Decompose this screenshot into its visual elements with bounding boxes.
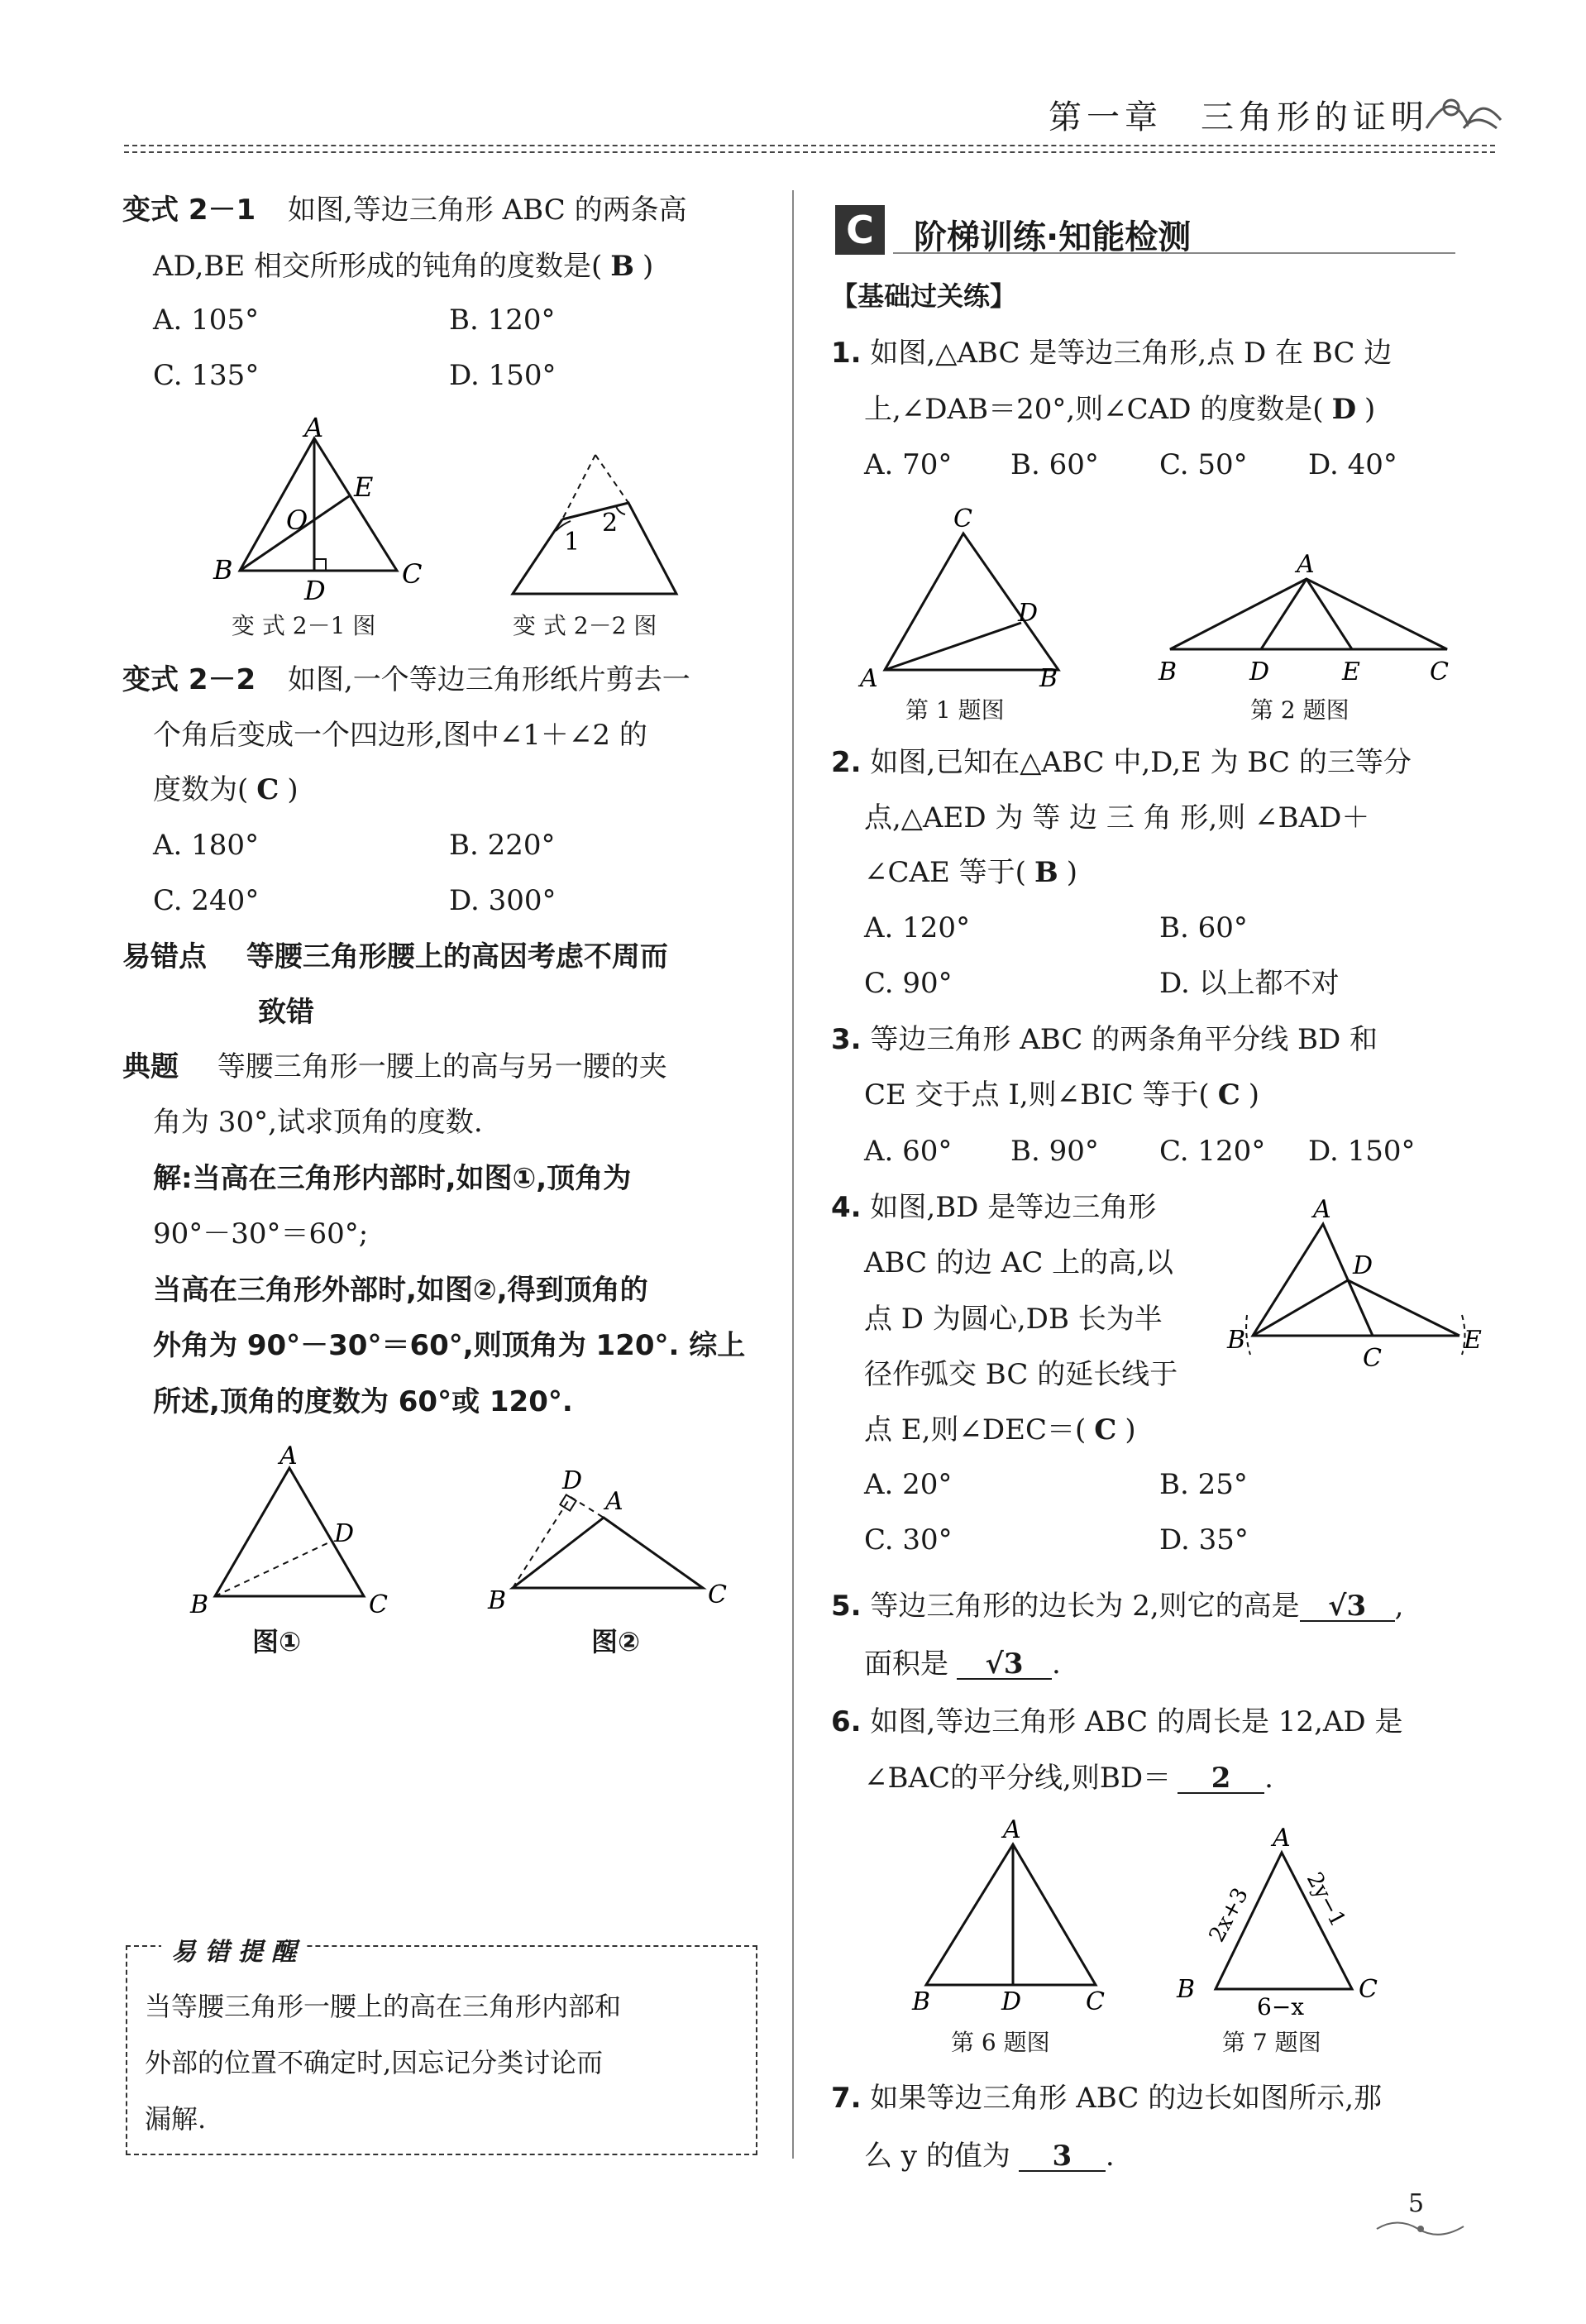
v21-option-b: B. 120° — [449, 304, 556, 337]
q3-line2 — [864, 1078, 1260, 1112]
q7-answer: 3 — [1019, 2142, 1106, 2172]
example-text1: 等腰三角形一腰上的高与另一腰的夹 — [217, 1050, 667, 1083]
q4-option-a: A. 20° — [864, 1468, 953, 1501]
q2fig-label-E: E — [1342, 658, 1360, 686]
q4-text5: 点 E,则∠DEC＝( — [864, 1413, 1087, 1447]
q6fig-label-D: D — [1001, 1987, 1022, 2016]
fig1-label-C: C — [369, 1590, 388, 1619]
footer-ornament-icon — [1373, 2216, 1472, 2241]
err-text1: 等腰三角形腰上的高因考虑不周而 — [246, 940, 668, 973]
section-letter-badge: C — [835, 205, 885, 255]
q4-line1 — [831, 1193, 1156, 1222]
v21-option-d: D. 150° — [449, 359, 557, 392]
q6-answer: 2 — [1178, 1764, 1264, 1794]
q5-number: 5. — [831, 1590, 862, 1623]
q4-text3: 点 D 为圆心,DB 长为半 — [864, 1303, 1163, 1336]
fig1-label-A: A — [279, 1442, 298, 1470]
q5-line1 — [831, 1592, 1403, 1622]
chapter-title: 第一章 三角形的证明 — [1049, 98, 1429, 136]
v22-text2: 个角后变成一个四边形,图中∠1＋∠2 的 — [153, 719, 647, 752]
v22-line3 — [153, 773, 299, 806]
q6-text2: ∠BAC的平分线,则BD＝ — [864, 1762, 1172, 1795]
v22-option-c: C. 240° — [153, 884, 260, 917]
q1-option-c: C. 50° — [1159, 448, 1248, 481]
q4-close: ) — [1125, 1413, 1136, 1447]
q4-line5 — [864, 1413, 1136, 1447]
q5-answer-area: √3 — [957, 1650, 1052, 1680]
fig22-label-2: 2 — [602, 509, 619, 538]
section-rule — [893, 252, 1455, 254]
q1-text2: 上,∠DAB＝20°,则∠CAD 的度数是( — [864, 393, 1324, 426]
fig21-label-C: C — [402, 558, 422, 590]
solution-line1: 解:当高在三角形内部时,如图①,顶角为 — [153, 1162, 632, 1195]
page-number: 5 — [1408, 2189, 1425, 2218]
tip-line1: 当等腰三角形一腰上的高在三角形内部和 — [145, 1991, 622, 2022]
q7-side-ac: 2y−1 — [1301, 1868, 1350, 1931]
v22-option-a: A. 180° — [153, 829, 260, 862]
fig21-label-O: O — [286, 504, 308, 536]
q5-line2 — [864, 1647, 1061, 1681]
example-label: 典题 — [122, 1050, 179, 1083]
figure-circle-1 — [182, 1439, 405, 1621]
q2-text2: 点,△AED 为 等 边 三 角 形,则 ∠BAD＋ — [864, 801, 1370, 834]
q5-text2: 面积是 — [864, 1647, 948, 1681]
v21-line1 — [122, 194, 687, 227]
q2-option-c: C. 90° — [864, 967, 953, 1000]
q3-option-c: C. 120° — [1159, 1135, 1266, 1168]
q6-line1 — [831, 1705, 1403, 1738]
q6fig-label-A: A — [1003, 1815, 1021, 1844]
q6-text1: 如图,等边三角形 ABC 的周长是 12,AD 是 — [870, 1705, 1403, 1738]
q6fig-label-C: C — [1086, 1987, 1105, 2016]
v22-answer: C — [256, 773, 279, 806]
v21-label: 变式 2－1 — [122, 194, 256, 227]
section-title: 阶梯训练·知能检测 — [914, 218, 1192, 256]
q6-caption: 第 6 题图 — [951, 2029, 1050, 2056]
fig22-label-1: 1 — [564, 528, 580, 557]
q7-period: . — [1105, 2140, 1115, 2173]
q2-text3: ∠CAE 等于( — [864, 856, 1026, 889]
fig1-label-D: D — [334, 1519, 355, 1548]
header-ornament-icon — [1418, 79, 1509, 136]
q2-number: 2. — [831, 746, 862, 779]
q4-option-d: D. 35° — [1159, 1523, 1249, 1557]
q3-option-d: D. 150° — [1308, 1135, 1416, 1168]
q4-text1: 如图,BD 是等边三角形 — [870, 1191, 1157, 1224]
q3-number: 3. — [831, 1023, 862, 1056]
solution-line3: 当高在三角形外部时,如图②,得到顶角的 — [153, 1274, 648, 1307]
q2fig-label-B: B — [1158, 658, 1178, 686]
q4fig-label-D: D — [1353, 1251, 1373, 1280]
header-divider-2 — [124, 151, 1495, 153]
q4fig-label-C: C — [1363, 1344, 1382, 1373]
q3-close: ) — [1248, 1078, 1260, 1112]
q7-text1: 如果等边三角形 ABC 的边长如图所示,那 — [870, 2082, 1382, 2115]
q7-side-ab: 2x+3 — [1204, 1883, 1254, 1947]
q7fig-label-B: B — [1177, 1975, 1196, 2004]
q1-caption: 第 1 题图 — [905, 696, 1005, 724]
v22-text1: 如图,一个等边三角形纸片剪去一 — [287, 663, 690, 696]
v22-label: 变式 2－2 — [122, 663, 256, 696]
q1-option-a: A. 70° — [864, 448, 953, 481]
fig2-label-A: A — [605, 1487, 623, 1516]
q2-line1 — [831, 748, 1412, 777]
q7-caption: 第 7 题图 — [1222, 2029, 1321, 2056]
q1-answer: D — [1331, 393, 1357, 426]
figure-q4 — [1224, 1191, 1488, 1381]
fig21-label-A: A — [304, 414, 324, 443]
figure-circle-2 — [480, 1464, 744, 1621]
fig21-label-B: B — [213, 554, 233, 586]
tip-title: 易 错 提 醒 — [161, 1931, 306, 1968]
q1-number: 1. — [831, 337, 862, 370]
q5-period: . — [1052, 1647, 1061, 1681]
solution-line2: 90°－30°＝60°; — [153, 1217, 369, 1250]
fig2-label-D: D — [562, 1466, 583, 1495]
q2fig-label-A: A — [1297, 550, 1315, 579]
err-line1 — [122, 940, 668, 973]
q7-line2 — [864, 2142, 1115, 2172]
q1-line1 — [831, 337, 1393, 370]
q2-option-b: B. 60° — [1159, 911, 1248, 944]
figure-variant-2-2 — [496, 438, 695, 604]
subsection-title: 【基础过关练】 — [831, 280, 1017, 312]
q2-answer: B — [1034, 856, 1058, 889]
q4fig-label-A: A — [1313, 1195, 1331, 1224]
q6-line2 — [864, 1764, 1273, 1794]
q4-number: 4. — [831, 1191, 862, 1224]
q7-text2: 么 y 的值为 — [864, 2140, 1010, 2173]
q1-option-d: D. 40° — [1308, 448, 1397, 481]
q5-text1: 等边三角形的边长为 2,则它的高是 — [870, 1590, 1300, 1623]
v22-option-d: D. 300° — [449, 884, 557, 917]
q2fig-label-D: D — [1249, 658, 1270, 686]
q5-comma: , — [1394, 1590, 1404, 1623]
q1fig-label-B: B — [1039, 664, 1058, 691]
q7-line1 — [831, 2082, 1382, 2115]
q2-text1: 如图,已知在△ABC 中,D,E 为 BC 的三等分 — [870, 746, 1412, 779]
v21-answer: B — [610, 250, 635, 283]
err-label: 易错点 — [122, 940, 207, 973]
q6-period: . — [1264, 1762, 1273, 1795]
q4-answer: C — [1094, 1413, 1117, 1447]
v21-option-c: C. 135° — [153, 359, 260, 392]
header-divider — [124, 145, 1495, 146]
fig21-label-E: E — [354, 471, 374, 503]
q4fig-label-B: B — [1227, 1326, 1246, 1355]
example-text2: 角为 30°,试求顶角的度数. — [153, 1106, 483, 1139]
v21-text1: 如图,等边三角形 ABC 的两条高 — [287, 194, 687, 227]
tip-line3: 漏解. — [145, 2103, 207, 2135]
q2fig-label-C: C — [1430, 658, 1449, 686]
q7fig-label-A: A — [1273, 1824, 1291, 1853]
q3-answer: C — [1217, 1078, 1240, 1112]
solution-line4: 外角为 90°－30°＝60°,则顶角为 120°. 综上 — [153, 1329, 746, 1362]
q2-close: ) — [1066, 856, 1077, 889]
q2-option-a: A. 120° — [864, 911, 971, 944]
q3-option-a: A. 60° — [864, 1135, 953, 1168]
q1-text1: 如图,△ABC 是等边三角形,点 D 在 BC 边 — [870, 337, 1393, 370]
err-text2: 致错 — [258, 996, 314, 1029]
q3-text1: 等边三角形 ABC 的两条角平分线 BD 和 — [870, 1023, 1378, 1056]
q7-side-bc: 6−x — [1257, 1993, 1305, 2018]
q7fig-label-C: C — [1359, 1975, 1378, 2004]
v21-option-a: A. 105° — [153, 304, 260, 337]
fig2-label-C: C — [708, 1580, 727, 1609]
v22-option-b: B. 220° — [449, 829, 556, 862]
fig21-caption: 变 式 2－1 图 — [232, 612, 376, 639]
q4-option-c: C. 30° — [864, 1523, 953, 1557]
q5-answer-height: √3 — [1300, 1592, 1395, 1622]
q3-line1 — [831, 1023, 1378, 1056]
q2-option-d: D. 以上都不对 — [1159, 967, 1340, 1000]
q4fig-label-E: E — [1464, 1326, 1482, 1355]
q1fig-label-C: C — [953, 504, 972, 533]
q4-option-b: B. 25° — [1159, 1468, 1248, 1501]
q1fig-label-A: A — [860, 664, 878, 691]
q1fig-label-D: D — [1018, 599, 1039, 628]
column-separator — [792, 190, 794, 2159]
v21-close: ) — [643, 250, 654, 283]
q1-close: ) — [1364, 393, 1376, 426]
fig1-caption: 图① — [252, 1626, 302, 1657]
figure-q6 — [897, 1811, 1129, 2018]
figure-q7 — [1170, 1820, 1418, 2018]
fig2-label-B: B — [488, 1586, 507, 1615]
fig22-caption: 变 式 2－2 图 — [513, 612, 657, 639]
v21-line2 — [153, 250, 654, 283]
v21-text2: AD,BE 相交所形成的钝角的度数是( — [153, 250, 603, 283]
example-line1 — [122, 1050, 667, 1083]
solution-line5: 所述,顶角的度数为 60°或 120°. — [153, 1385, 573, 1418]
q7-number: 7. — [831, 2082, 862, 2115]
q4-text2: ABC 的边 AC 上的高,以 — [864, 1246, 1173, 1279]
tip-line2: 外部的位置不确定时,因忘记分类讨论而 — [145, 2047, 604, 2078]
fig21-label-D: D — [304, 575, 326, 604]
fig2-caption: 图② — [591, 1626, 641, 1657]
q2-line3 — [864, 858, 1077, 887]
figure-q1 — [856, 500, 1079, 691]
v22-text3: 度数为( — [153, 773, 249, 806]
v22-line1 — [122, 663, 690, 696]
q4-text4: 径作弧交 BC 的延长线于 — [864, 1358, 1178, 1391]
q2-caption: 第 2 题图 — [1250, 696, 1350, 724]
q1-line2 — [864, 393, 1376, 426]
q6fig-label-B: B — [912, 1987, 931, 2016]
figure-q2 — [1145, 546, 1459, 695]
q6-number: 6. — [831, 1705, 862, 1738]
q3-option-b: B. 90° — [1010, 1135, 1099, 1168]
q1-option-b: B. 60° — [1010, 448, 1099, 481]
q3-text2: CE 交于点 I,则∠BIC 等于( — [864, 1078, 1210, 1112]
fig1-label-B: B — [190, 1590, 209, 1619]
figure-variant-2-1 — [207, 414, 422, 604]
v22-close: ) — [287, 773, 299, 806]
